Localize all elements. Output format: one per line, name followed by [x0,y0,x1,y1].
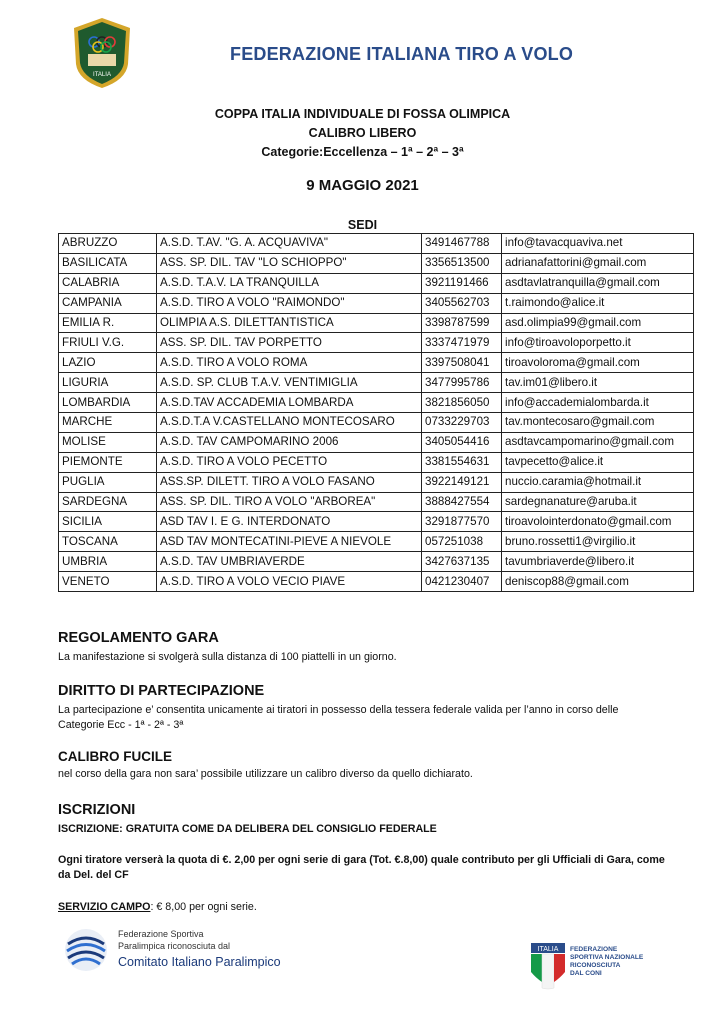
venue-club: A.S.D.T.A V.CASTELLANO MONTECOSARO [157,413,422,433]
venue-club: A.S.D. TIRO A VOLO VECIO PIAVE [157,572,422,592]
venue-email: tiroavolointerdonato@gmail.com [502,512,694,532]
venue-region: EMILIA R. [59,313,157,333]
venue-region: TOSCANA [59,532,157,552]
event-date: 9 MAGGIO 2021 [306,177,419,194]
venue-region: PIEMONTE [59,452,157,472]
cip-line2: Paralimpica riconosciuta dal [118,941,231,951]
venue-region: CALABRIA [59,273,157,293]
venue-phone: 3381554631 [422,452,502,472]
coni-text [570,946,643,978]
coni-line3: RICONOSCIUTA [570,962,621,969]
table-row [59,472,694,492]
venue-email: asd.olimpia99@gmail.com [502,313,694,333]
venue-email: tiroavoloroma@gmail.com [502,353,694,373]
venue-region: LIGURIA [59,373,157,393]
venue-email: adrianafattorini@gmail.com [502,253,694,273]
venue-club: ASS. SP. DIL. TIRO A VOLO "ARBOREA" [157,492,422,512]
venues-title: SEDI [347,218,378,232]
caliber-title: CALIBRO LIBERO [308,126,417,140]
logo-italia-text: ITALIA [93,72,111,78]
table-row [59,333,694,353]
quota-line1: Ogni tiratore verserà la quota di €. 2,00 per ogni serie di gara (Tot. €.8,00) quale contributo per gli Ufficiali di Gara, come [58,854,665,866]
venue-region: FRIULI V.G. [59,333,157,353]
venue-phone: 3291877570 [422,512,502,532]
calibro-text: nel corso della gara non sara’ possibile utilizzare un calibro diverso da quello dichiarato. [58,768,473,780]
table-row [59,293,694,313]
iscrizioni-title: ISCRIZIONI [58,802,136,818]
categories-title: Categorie:Eccellenza – 1ª – 2ª – 3ª [261,145,464,159]
table-row [59,393,694,413]
venue-email: t.raimondo@alice.it [502,293,694,313]
cip-line3: Comitato Italiano Paralimpico [118,955,281,969]
coni-italy-badge [530,942,566,992]
venue-club: ASS. SP. DIL. TAV "LO SCHIOPPO" [157,253,422,273]
partecipazione-title: DIRITTO DI PARTECIPAZIONE [58,683,265,699]
venue-email: tavumbriaverde@libero.it [502,552,694,572]
table-row [59,373,694,393]
venue-club: A.S.D. TIRO A VOLO "RAIMONDO" [157,293,422,313]
venues-table [58,233,694,592]
venue-region: UMBRIA [59,552,157,572]
servizio-campo [58,900,698,915]
venue-club: ASD TAV MONTECATINI-PIEVE A NIEVOLE [157,532,422,552]
venue-email: info@tiroavoloporpetto.it [502,333,694,353]
venue-region: SARDEGNA [59,492,157,512]
cip-line1: Federazione Sportiva [118,929,204,939]
venue-region: ABRUZZO [59,234,157,254]
venue-phone: 3398787599 [422,313,502,333]
partecipazione-line2: Categorie Ecc - 1ª - 2ª - 3ª [58,719,184,731]
venue-phone: 3337471979 [422,333,502,353]
coni-line4: DAL CONI [570,970,602,977]
venue-region: MOLISE [59,432,157,452]
venue-phone: 3491467788 [422,234,502,254]
coni-badge-text: ITALIA [537,946,559,953]
cip-logo [62,926,110,974]
coni-line2: SPORTIVA NAZIONALE [570,954,644,961]
venue-phone: 3397508041 [422,353,502,373]
venue-region: PUGLIA [59,472,157,492]
regolamento-text: La manifestazione si svolgerà sulla distanza di 100 piattelli in un giorno. [58,651,397,663]
venue-phone: 3356513500 [422,253,502,273]
venue-club: OLIMPIA A.S. DILETTANTISTICA [157,313,422,333]
table-row [59,452,694,472]
partecipazione-line1: La partecipazione e’ consentita unicamente ai tiratori in possesso della tessera federale valida per l’anno in corso delle [58,704,619,716]
table-row [59,313,694,333]
venue-club: A.S.D. TIRO A VOLO PECETTO [157,452,422,472]
venue-phone: 3922149121 [422,472,502,492]
venue-region: BASILICATA [59,253,157,273]
venue-club: ASS. SP. DIL. TAV PORPETTO [157,333,422,353]
venue-email: tavpecetto@alice.it [502,452,694,472]
table-row [59,253,694,273]
venue-email: asdtavcampomarino@gmail.com [502,432,694,452]
venue-phone: 3477995786 [422,373,502,393]
regolamento-title: REGOLAMENTO GARA [58,630,219,646]
venue-phone: 0733229703 [422,413,502,433]
venue-email: nuccio.caramia@hotmail.it [502,472,694,492]
federation-title: FEDERAZIONE ITALIANA TIRO A VOLO [230,44,574,64]
venue-region: VENETO [59,572,157,592]
venue-phone: 3405562703 [422,293,502,313]
table-row [59,413,694,433]
table-row [59,512,694,532]
venue-email: tav.montecosaro@gmail.com [502,413,694,433]
coni-line1: FEDERAZIONE [570,946,618,953]
venue-phone: 0421230407 [422,572,502,592]
table-row [59,492,694,512]
venue-phone: 3427637135 [422,552,502,572]
servizio-text: : € 8,00 per ogni serie. [150,901,257,913]
venue-club: A.S.D. TAV CAMPOMARINO 2006 [157,432,422,452]
venue-phone: 057251038 [422,532,502,552]
venue-email: info@tavacquaviva.net [502,234,694,254]
venue-region: MARCHE [59,413,157,433]
servizio-label: SERVIZIO CAMPO [58,901,151,913]
venue-phone: 3405054416 [422,432,502,452]
venue-email: sardegnanature@aruba.it [502,492,694,512]
fitav-shield-logo [70,16,134,90]
competition-title: COPPA ITALIA INDIVIDUALE DI FOSSA OLIMPICA [214,107,511,121]
venue-email: tav.im01@libero.it [502,373,694,393]
venue-region: SICILIA [59,512,157,532]
venue-region: LOMBARDIA [59,393,157,413]
venue-email: asdtavlatranquilla@gmail.com [502,273,694,293]
table-row [59,273,694,293]
venue-club: A.S.D. TAV UMBRIAVERDE [157,552,422,572]
venue-email: bruno.rossetti1@virgilio.it [502,532,694,552]
venue-club: A.S.D. T.A.V. LA TRANQUILLA [157,273,422,293]
venue-club: A.S.D. T.AV. "G. A. ACQUAVIVA" [157,234,422,254]
venue-phone: 3888427554 [422,492,502,512]
venue-email: info@accademialombarda.it [502,393,694,413]
venue-region: CAMPANIA [59,293,157,313]
venue-region: LAZIO [59,353,157,373]
venue-club: A.S.D. TIRO A VOLO ROMA [157,353,422,373]
table-row [59,353,694,373]
venue-club: ASS.SP. DILETT. TIRO A VOLO FASANO [157,472,422,492]
venue-club: A.S.D. SP. CLUB T.A.V. VENTIMIGLIA [157,373,422,393]
quota-line2: da Del. del CF [58,869,129,881]
venue-club: ASD TAV I. E G. INTERDONATO [157,512,422,532]
table-row [59,532,694,552]
venue-email: deniscop88@gmail.com [502,572,694,592]
venue-club: A.S.D.TAV ACCADEMIA LOMBARDA [157,393,422,413]
table-row [59,432,694,452]
venue-phone: 3821856050 [422,393,502,413]
venue-phone: 3921191466 [422,273,502,293]
iscrizioni-subtitle: ISCRIZIONE: GRATUITA COME DA DELIBERA DEL CONSIGLIO FEDERALE [58,823,437,835]
table-row [59,572,694,592]
table-row [59,234,694,254]
table-row [59,552,694,572]
calibro-title: CALIBRO FUCILE [58,749,172,764]
